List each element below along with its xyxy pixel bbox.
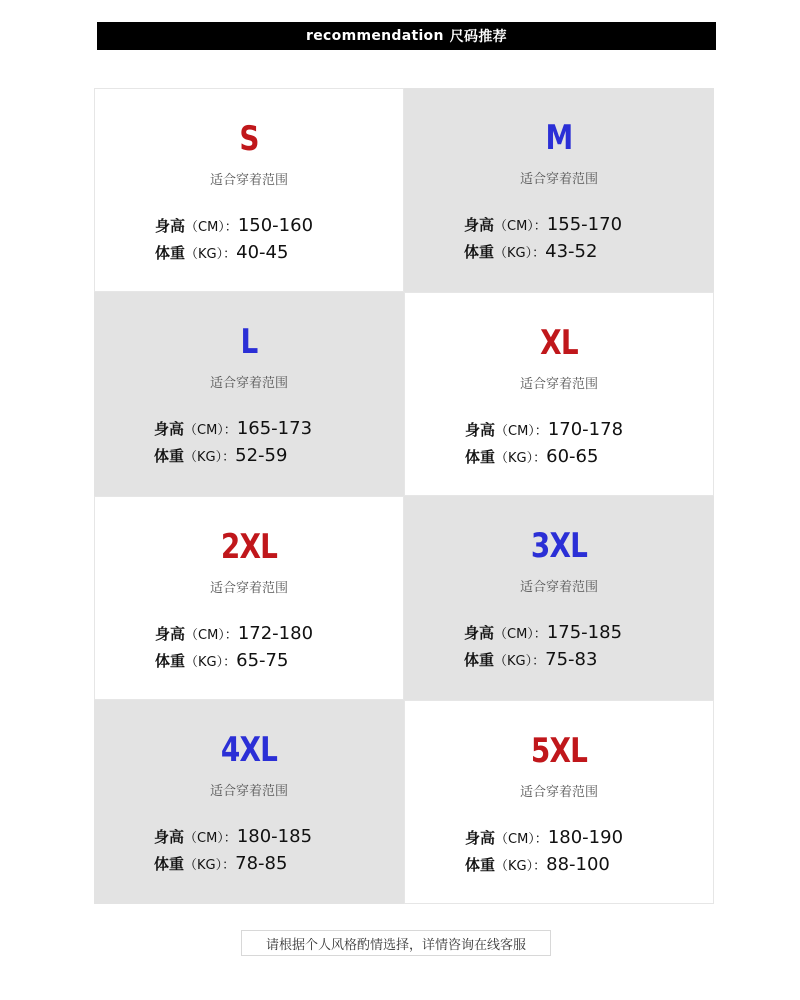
height-row xyxy=(465,417,623,444)
size-card-2xl xyxy=(94,496,404,700)
height-row xyxy=(154,416,312,443)
height-unit: （CM）： xyxy=(184,423,237,438)
height-value: 165-173 xyxy=(236,418,313,439)
height-value: 155-170 xyxy=(546,214,623,235)
range-label: 适合穿着范围 xyxy=(209,581,288,596)
weight-row xyxy=(155,240,313,267)
weight-label: 体重 xyxy=(155,244,186,262)
weight-row xyxy=(464,647,622,674)
height-unit: （CM）： xyxy=(495,832,548,847)
height-value: 150-160 xyxy=(237,215,314,236)
height-unit: （CM）： xyxy=(185,628,238,643)
weight-unit: （KG）： xyxy=(184,450,236,465)
measurements xyxy=(154,416,312,470)
range-label: 适合穿着范围 xyxy=(209,173,288,188)
weight-unit: （KG）： xyxy=(185,247,237,262)
weight-row xyxy=(154,443,312,470)
height-label: 身高 xyxy=(464,624,495,642)
weight-row xyxy=(465,852,623,879)
range-label: 适合穿着范围 xyxy=(209,784,288,799)
measurements xyxy=(464,212,622,266)
height-label: 身高 xyxy=(154,420,185,438)
height-label: 身高 xyxy=(154,828,185,846)
height-unit: （CM）： xyxy=(185,220,238,235)
weight-label: 体重 xyxy=(464,243,495,261)
size-label: S xyxy=(239,119,259,159)
size-label: 2XL xyxy=(220,527,278,567)
weight-value: 75-83 xyxy=(545,649,598,670)
measurements xyxy=(155,621,313,675)
height-unit: （CM）： xyxy=(494,627,547,642)
height-row xyxy=(154,824,312,851)
height-label: 身高 xyxy=(465,829,496,847)
weight-value: 65-75 xyxy=(236,650,289,671)
weight-value: 43-52 xyxy=(545,241,598,262)
height-row xyxy=(465,825,623,852)
range-label: 适合穿着范围 xyxy=(519,580,598,595)
weight-row xyxy=(464,239,622,266)
weight-label: 体重 xyxy=(465,856,496,874)
height-value: 172-180 xyxy=(237,623,314,644)
range-label: 适合穿着范围 xyxy=(209,376,288,391)
size-card-3xl xyxy=(404,496,714,700)
weight-unit: （KG）： xyxy=(494,246,546,261)
height-row xyxy=(464,620,622,647)
height-label: 身高 xyxy=(155,625,186,643)
range-label: 适合穿着范围 xyxy=(519,377,598,392)
size-label: 4XL xyxy=(220,730,278,770)
size-card-xl xyxy=(404,292,714,496)
height-label: 身高 xyxy=(465,421,496,439)
size-card-4xl xyxy=(94,700,404,904)
weight-value: 40-45 xyxy=(236,242,289,263)
weight-unit: （KG）： xyxy=(184,858,236,873)
weight-label: 体重 xyxy=(155,652,186,670)
weight-label: 体重 xyxy=(465,448,496,466)
height-row xyxy=(155,213,313,240)
weight-row xyxy=(155,648,313,675)
height-unit: （CM）： xyxy=(494,219,547,234)
header-title-cn: 尺码推荐 xyxy=(449,29,507,45)
size-label: XL xyxy=(540,323,578,363)
height-unit: （CM）： xyxy=(495,424,548,439)
size-label: L xyxy=(240,322,258,362)
height-value: 170-178 xyxy=(547,419,624,440)
size-card-s xyxy=(94,88,404,292)
size-label: M xyxy=(545,118,573,158)
height-unit: （CM）： xyxy=(184,831,237,846)
height-value: 180-190 xyxy=(547,827,624,848)
measurements xyxy=(465,825,623,879)
size-card-5xl xyxy=(404,700,714,904)
height-row xyxy=(155,621,313,648)
measurements xyxy=(154,824,312,878)
range-label: 适合穿着范围 xyxy=(519,172,598,187)
header-title-en: recommendation xyxy=(306,28,444,44)
height-value: 175-185 xyxy=(546,622,623,643)
measurements xyxy=(464,620,622,674)
height-label: 身高 xyxy=(464,216,495,234)
weight-label: 体重 xyxy=(154,855,185,873)
size-card-m xyxy=(404,88,714,292)
size-card-l xyxy=(94,292,404,496)
weight-row xyxy=(465,444,623,471)
weight-unit: （KG）： xyxy=(495,451,547,466)
measurements xyxy=(465,417,623,471)
weight-value: 52-59 xyxy=(235,445,288,466)
height-value: 180-185 xyxy=(236,826,313,847)
range-label: 适合穿着范围 xyxy=(519,785,598,800)
height-row xyxy=(464,212,622,239)
measurements xyxy=(155,213,313,267)
footer-note: 请根据个人风格酌情选择，详情咨询在线客服 xyxy=(241,930,551,956)
weight-value: 60-65 xyxy=(546,446,599,467)
height-label: 身高 xyxy=(155,217,186,235)
weight-value: 78-85 xyxy=(235,853,288,874)
size-label: 3XL xyxy=(530,526,588,566)
weight-value: 88-100 xyxy=(546,854,610,875)
header-bar xyxy=(97,22,716,50)
weight-unit: （KG）： xyxy=(495,859,547,874)
size-label: 5XL xyxy=(530,731,588,771)
weight-row xyxy=(154,851,312,878)
weight-unit: （KG）： xyxy=(494,654,546,669)
weight-label: 体重 xyxy=(154,447,185,465)
weight-label: 体重 xyxy=(464,651,495,669)
weight-unit: （KG）： xyxy=(185,655,237,670)
